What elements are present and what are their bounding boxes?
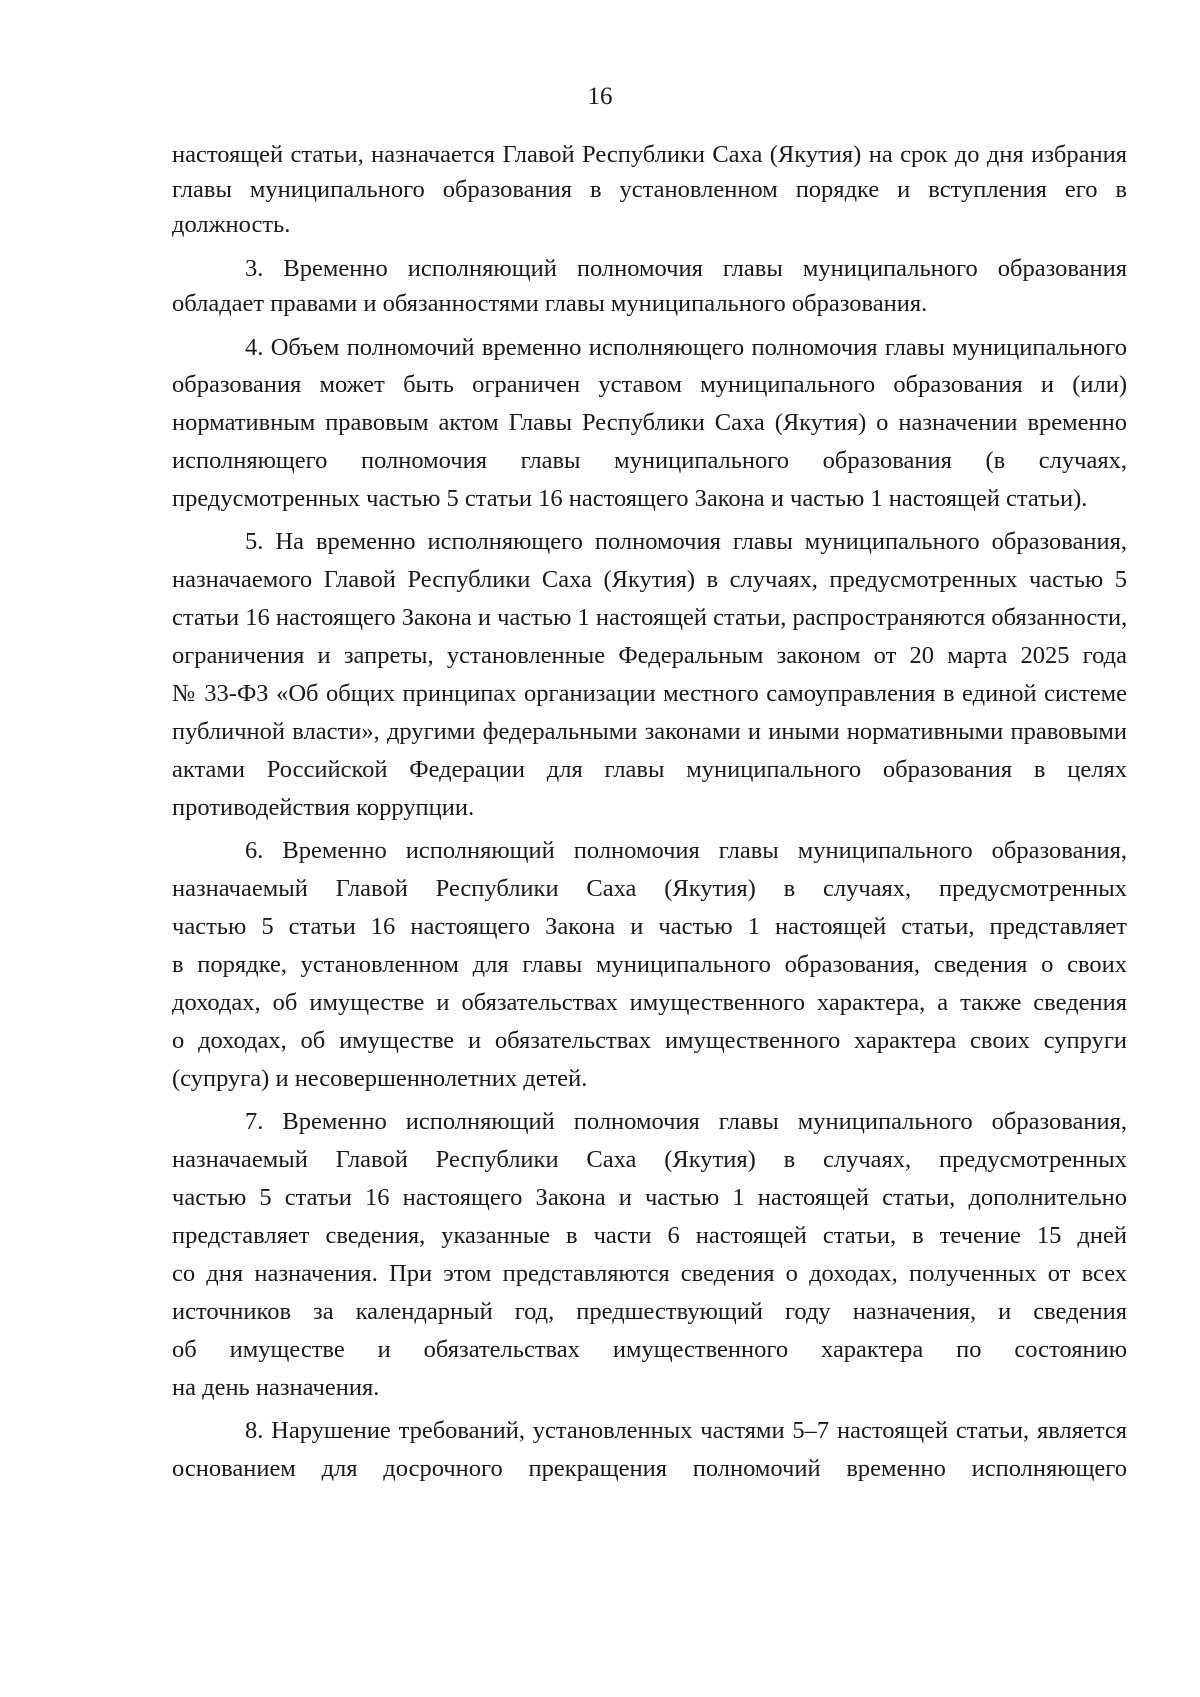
text-line: обладает правами и обязанностями главы муниципального образования. — [172, 290, 928, 317]
text-line: должность. — [172, 211, 291, 238]
text-line: частью 5 статьи 16 настоящего Закона и частью 1 настоящей статьи, представляет — [172, 913, 1127, 940]
text-line: 4. Объем полномочий временно исполняющего полномочия главы муниципального — [245, 334, 1127, 361]
text-line: актами Российской Федерации для главы муниципального образования в целях — [172, 756, 1127, 783]
text-line: представляет сведения, указанные в части 6 настоящей статьи, в течение 15 дней — [172, 1222, 1127, 1249]
text-line: публичной власти», другими федеральными законами и иными нормативными правовыми — [172, 718, 1127, 745]
text-line: 8. Нарушение требований, установленных частями 5–7 настоящей статьи, является — [245, 1417, 1127, 1444]
text-line: настоящей статьи, назначается Главой Республики Саха (Якутия) на срок до дня избрания — [172, 141, 1127, 168]
text-line: на день назначения. — [172, 1374, 380, 1401]
text-line: главы муниципального образования в установленном порядке и вступления его в — [172, 176, 1127, 203]
text-line: доходах, об имуществе и обязательствах имущественного характера, а также сведения — [172, 989, 1127, 1016]
text-line: об имуществе и обязательствах имущественного характера по состоянию — [172, 1336, 1127, 1363]
text-line: (супруга) и несовершеннолетних детей. — [172, 1065, 588, 1092]
text-line: образования может быть ограничен уставом муниципального образования и (или) — [172, 371, 1127, 398]
text-line: 7. Временно исполняющий полномочия главы муниципального образования, — [245, 1108, 1127, 1135]
text-line: ограничения и запреты, установленные Федеральным законом от 20 марта 2025 года — [172, 642, 1127, 669]
text-line: 6. Временно исполняющий полномочия главы муниципального образования, — [245, 837, 1127, 864]
text-line: 5. На временно исполняющего полномочия главы муниципального образования, — [245, 528, 1127, 555]
text-line: противодействия коррупции. — [172, 794, 475, 821]
text-line: источников за календарный год, предшествующий году назначения, и сведения — [172, 1298, 1127, 1325]
text-line: со дня назначения. При этом представляются сведения о доходах, полученных от всех — [172, 1260, 1127, 1287]
text-line: исполняющего полномочия главы муниципального образования (в случаях, — [172, 447, 1127, 474]
text-line: статьи 16 настоящего Закона и частью 1 настоящей статьи, распространяются обязанности, — [172, 604, 1128, 631]
text-line: назначаемый Главой Республики Саха (Якутия) в случаях, предусмотренных — [172, 875, 1127, 902]
text-line: назначаемый Главой Республики Саха (Якутия) в случаях, предусмотренных — [172, 1146, 1127, 1173]
text-line: назначаемого Главой Республики Саха (Якутия) в случаях, предусмотренных частью 5 — [172, 566, 1127, 593]
text-line: 3. Временно исполняющий полномочия главы муниципального образования — [245, 255, 1127, 282]
text-line: основанием для досрочного прекращения полномочий временно исполняющего — [172, 1455, 1127, 1482]
text-line: № 33-ФЗ «Об общих принципах организации местного самоуправления в единой системе — [172, 680, 1127, 707]
page-number: 16 — [587, 83, 613, 110]
text-line: частью 5 статьи 16 настоящего Закона и частью 1 настоящей статьи, дополнительно — [172, 1184, 1127, 1211]
text-line: в порядке, установленном для главы муниципального образования, сведения о своих — [172, 951, 1127, 978]
text-line: о доходах, об имуществе и обязательствах имущественного характера своих супруги — [172, 1027, 1127, 1054]
text-line: нормативным правовым актом Главы Республики Саха (Якутия) о назначении временно — [172, 409, 1127, 436]
text-line: предусмотренных частью 5 статьи 16 настоящего Закона и частью 1 настоящей статьи). — [172, 485, 1088, 512]
